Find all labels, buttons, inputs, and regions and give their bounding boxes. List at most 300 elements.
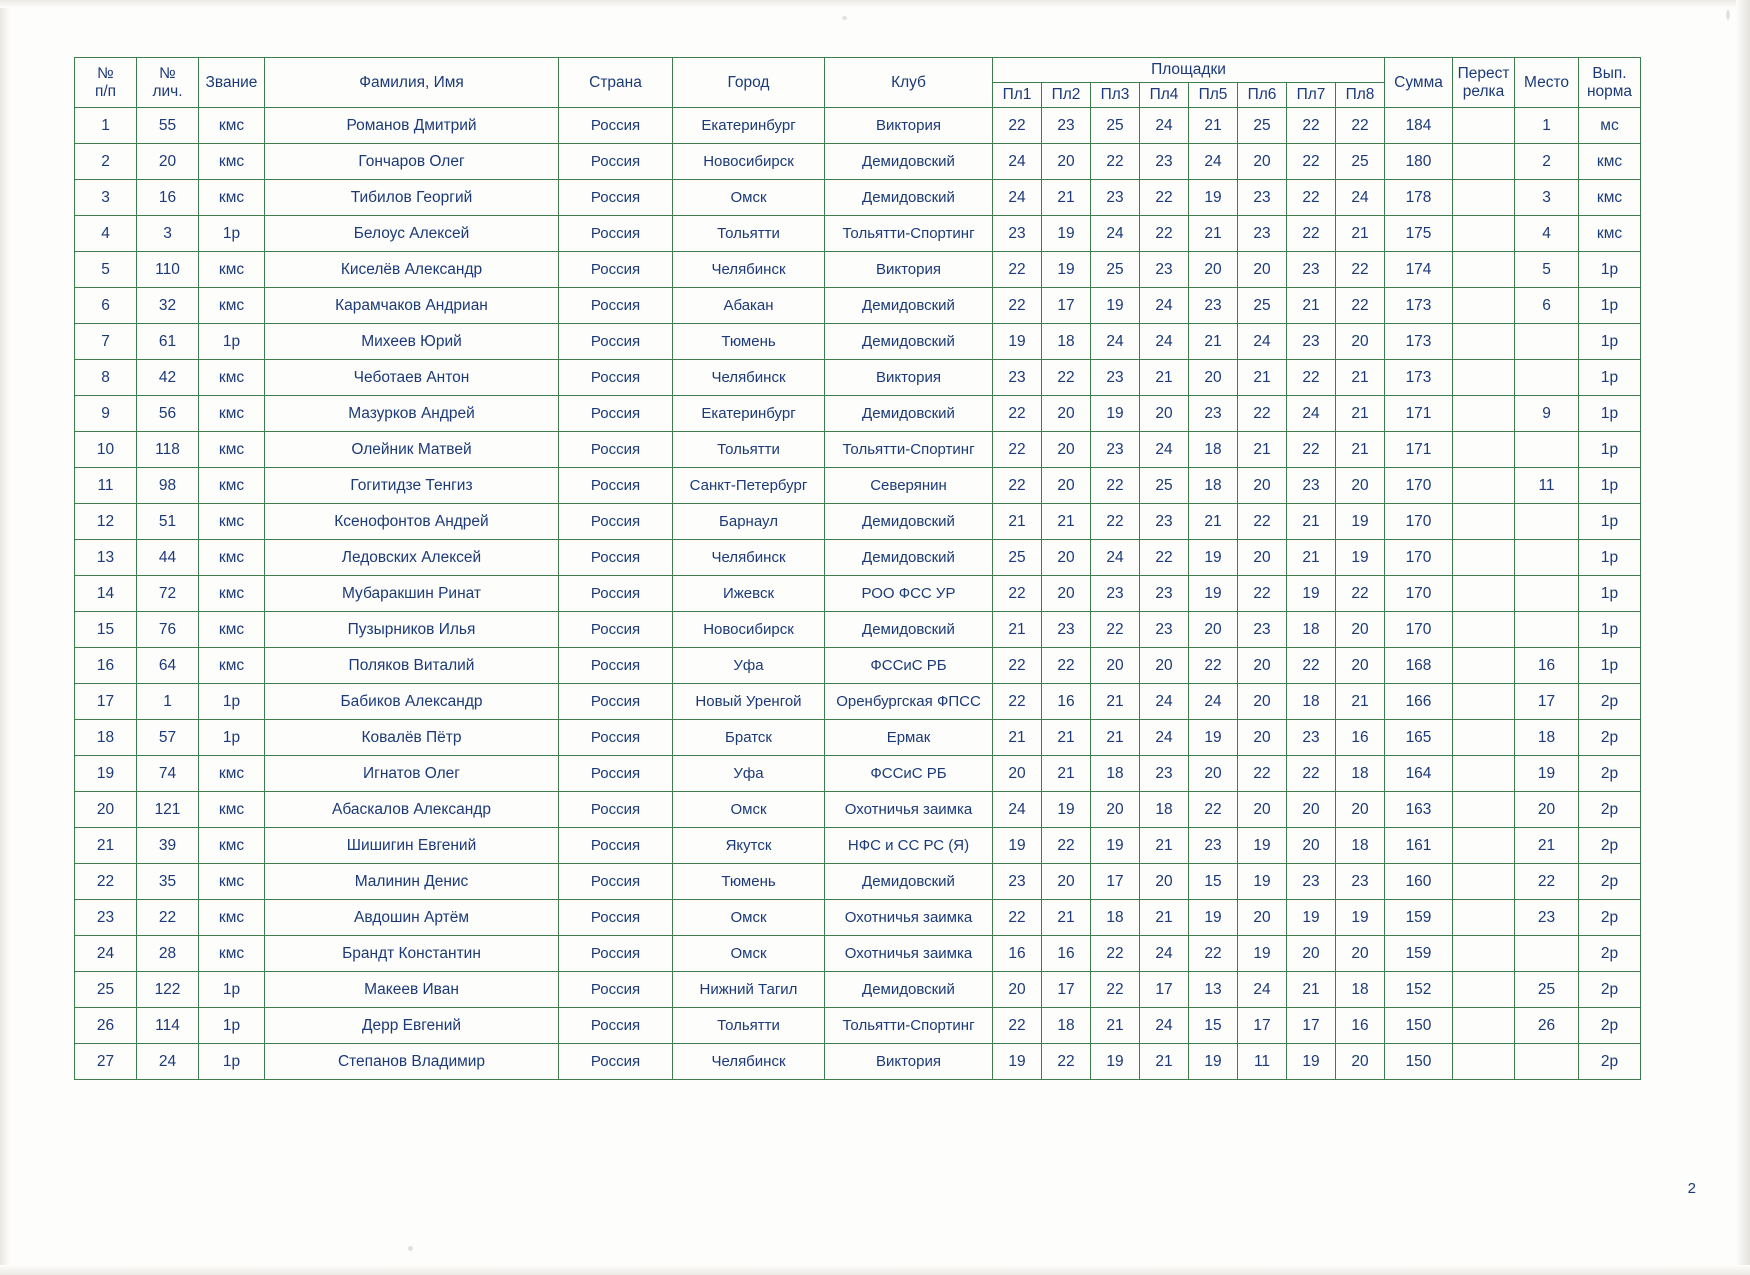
- cell-range-4: 24: [1140, 684, 1189, 720]
- cell-range-7: 19: [1287, 576, 1336, 612]
- cell-range-6: 17: [1238, 1008, 1287, 1044]
- cell-city: Тольятти: [673, 432, 825, 468]
- table-row: [75, 864, 1641, 900]
- cell-range-1: 19: [993, 1044, 1042, 1080]
- cell-range-2: 16: [1042, 936, 1091, 972]
- cell-range-3: 19: [1091, 828, 1140, 864]
- cell-range-7: 22: [1287, 756, 1336, 792]
- cell-range-5: 21: [1189, 504, 1238, 540]
- cell-range-7: 23: [1287, 252, 1336, 288]
- cell-shootoff: [1453, 144, 1515, 180]
- table-row: [75, 756, 1641, 792]
- cell-range-1: 21: [993, 504, 1042, 540]
- cell-place: 2: [1515, 144, 1579, 180]
- cell-country: Россия: [559, 900, 673, 936]
- table-row: [75, 1044, 1641, 1080]
- cell-range-4: 20: [1140, 396, 1189, 432]
- cell-range-4: 24: [1140, 936, 1189, 972]
- cell-range-5: 24: [1189, 684, 1238, 720]
- cell-norm: кмс: [1579, 180, 1641, 216]
- cell-personal-number: 98: [137, 468, 199, 504]
- cell-number: 12: [75, 504, 137, 540]
- cell-personal-number: 57: [137, 720, 199, 756]
- cell-range-5: 18: [1189, 468, 1238, 504]
- table-row: [75, 612, 1641, 648]
- cell-country: Россия: [559, 1044, 673, 1080]
- cell-sum: 170: [1385, 576, 1453, 612]
- cell-shootoff: [1453, 504, 1515, 540]
- page-number: 2: [1687, 1180, 1696, 1197]
- cell-range-3: 24: [1091, 324, 1140, 360]
- cell-rank: кмс: [199, 936, 265, 972]
- cell-range-7: 22: [1287, 216, 1336, 252]
- cell-range-2: 18: [1042, 1008, 1091, 1044]
- cell-rank: 1р: [199, 324, 265, 360]
- cell-personal-number: 28: [137, 936, 199, 972]
- cell-range-2: 20: [1042, 432, 1091, 468]
- cell-range-8: 22: [1336, 288, 1385, 324]
- cell-rank: кмс: [199, 288, 265, 324]
- cell-club: Виктория: [825, 252, 993, 288]
- cell-range-2: 20: [1042, 864, 1091, 900]
- cell-personal-number: 118: [137, 432, 199, 468]
- cell-range-6: 22: [1238, 504, 1287, 540]
- header-range-3: Пл3: [1091, 83, 1140, 108]
- cell-norm: 1р: [1579, 648, 1641, 684]
- cell-range-1: 22: [993, 288, 1042, 324]
- cell-shootoff: [1453, 792, 1515, 828]
- cell-range-1: 24: [993, 144, 1042, 180]
- cell-range-5: 23: [1189, 288, 1238, 324]
- cell-country: Россия: [559, 684, 673, 720]
- cell-range-3: 24: [1091, 216, 1140, 252]
- cell-sum: 166: [1385, 684, 1453, 720]
- cell-place: 26: [1515, 1008, 1579, 1044]
- cell-place: 3: [1515, 180, 1579, 216]
- table-row: [75, 720, 1641, 756]
- cell-name: Бабиков Александр: [265, 684, 559, 720]
- cell-place: 11: [1515, 468, 1579, 504]
- cell-place: [1515, 360, 1579, 396]
- cell-range-4: 24: [1140, 108, 1189, 144]
- cell-range-4: 22: [1140, 216, 1189, 252]
- cell-range-6: 19: [1238, 828, 1287, 864]
- cell-range-8: 18: [1336, 972, 1385, 1008]
- cell-range-4: 20: [1140, 864, 1189, 900]
- cell-sum: 184: [1385, 108, 1453, 144]
- cell-range-4: 23: [1140, 756, 1189, 792]
- cell-range-1: 22: [993, 432, 1042, 468]
- cell-country: Россия: [559, 468, 673, 504]
- cell-name: Карамчаков Андриан: [265, 288, 559, 324]
- cell-shootoff: [1453, 180, 1515, 216]
- cell-range-1: 22: [993, 648, 1042, 684]
- cell-range-5: 22: [1189, 936, 1238, 972]
- cell-range-5: 15: [1189, 864, 1238, 900]
- cell-range-2: 21: [1042, 900, 1091, 936]
- cell-range-7: 23: [1287, 324, 1336, 360]
- cell-range-1: 22: [993, 576, 1042, 612]
- cell-personal-number: 39: [137, 828, 199, 864]
- table-row: [75, 288, 1641, 324]
- cell-range-3: 23: [1091, 360, 1140, 396]
- cell-range-6: 23: [1238, 180, 1287, 216]
- header-norm-line1: Вып.: [1592, 64, 1627, 82]
- cell-country: Россия: [559, 756, 673, 792]
- cell-range-8: 25: [1336, 144, 1385, 180]
- cell-place: 21: [1515, 828, 1579, 864]
- cell-number: 22: [75, 864, 137, 900]
- cell-number: 19: [75, 756, 137, 792]
- cell-shootoff: [1453, 360, 1515, 396]
- cell-rank: кмс: [199, 180, 265, 216]
- cell-rank: кмс: [199, 468, 265, 504]
- cell-range-3: 25: [1091, 108, 1140, 144]
- cell-name: Игнатов Олег: [265, 756, 559, 792]
- table-row: [75, 792, 1641, 828]
- cell-range-1: 24: [993, 180, 1042, 216]
- cell-range-2: 19: [1042, 792, 1091, 828]
- cell-range-4: 24: [1140, 1008, 1189, 1044]
- cell-range-7: 20: [1287, 936, 1336, 972]
- cell-norm: 1р: [1579, 576, 1641, 612]
- cell-sum: 171: [1385, 432, 1453, 468]
- cell-sum: 168: [1385, 648, 1453, 684]
- cell-place: [1515, 1044, 1579, 1080]
- cell-club: Виктория: [825, 108, 993, 144]
- cell-number: 6: [75, 288, 137, 324]
- cell-norm: 2р: [1579, 828, 1641, 864]
- cell-range-5: 19: [1189, 576, 1238, 612]
- cell-range-5: 23: [1189, 396, 1238, 432]
- table-row: [75, 1008, 1641, 1044]
- cell-range-2: 21: [1042, 504, 1091, 540]
- cell-range-3: 21: [1091, 1008, 1140, 1044]
- cell-country: Россия: [559, 252, 673, 288]
- cell-range-6: 20: [1238, 648, 1287, 684]
- cell-city: Тольятти: [673, 1008, 825, 1044]
- cell-name: Макеев Иван: [265, 972, 559, 1008]
- cell-club: Виктория: [825, 1044, 993, 1080]
- cell-city: Санкт-Петербург: [673, 468, 825, 504]
- cell-name: Пузырников Илья: [265, 612, 559, 648]
- cell-range-5: 19: [1189, 720, 1238, 756]
- cell-personal-number: 35: [137, 864, 199, 900]
- cell-range-5: 21: [1189, 216, 1238, 252]
- cell-range-5: 19: [1189, 900, 1238, 936]
- scan-speck: [842, 16, 847, 20]
- cell-range-6: 24: [1238, 972, 1287, 1008]
- cell-range-6: 19: [1238, 864, 1287, 900]
- cell-range-1: 19: [993, 828, 1042, 864]
- cell-place: 9: [1515, 396, 1579, 432]
- cell-range-8: 20: [1336, 468, 1385, 504]
- cell-range-3: 25: [1091, 252, 1140, 288]
- cell-range-7: 23: [1287, 864, 1336, 900]
- cell-norm: 1р: [1579, 252, 1641, 288]
- cell-sum: 164: [1385, 756, 1453, 792]
- cell-sum: 175: [1385, 216, 1453, 252]
- cell-personal-number: 56: [137, 396, 199, 432]
- header-number: [75, 58, 137, 108]
- cell-rank: 1р: [199, 216, 265, 252]
- cell-number: 11: [75, 468, 137, 504]
- cell-name: Тибилов Георгий: [265, 180, 559, 216]
- cell-range-4: 18: [1140, 792, 1189, 828]
- cell-city: Тюмень: [673, 324, 825, 360]
- cell-range-5: 19: [1189, 540, 1238, 576]
- cell-shootoff: [1453, 324, 1515, 360]
- cell-place: [1515, 540, 1579, 576]
- header-range-6: Пл6: [1238, 83, 1287, 108]
- cell-range-5: 19: [1189, 180, 1238, 216]
- cell-norm: 2р: [1579, 792, 1641, 828]
- cell-club: Демидовский: [825, 324, 993, 360]
- cell-rank: кмс: [199, 396, 265, 432]
- cell-city: Уфа: [673, 648, 825, 684]
- cell-range-2: 22: [1042, 828, 1091, 864]
- cell-sum: 173: [1385, 324, 1453, 360]
- cell-sum: 159: [1385, 900, 1453, 936]
- cell-shootoff: [1453, 648, 1515, 684]
- cell-country: Россия: [559, 792, 673, 828]
- cell-country: Россия: [559, 504, 673, 540]
- header-sum: Сумма: [1385, 58, 1453, 108]
- cell-norm: 1р: [1579, 288, 1641, 324]
- cell-country: Россия: [559, 108, 673, 144]
- scan-speck: [408, 1246, 413, 1251]
- cell-range-3: 19: [1091, 1044, 1140, 1080]
- cell-range-3: 19: [1091, 396, 1140, 432]
- scan-speck: [1726, 10, 1730, 20]
- cell-range-7: 22: [1287, 180, 1336, 216]
- cell-rank: кмс: [199, 828, 265, 864]
- header-personal-number: [137, 58, 199, 108]
- cell-range-3: 23: [1091, 432, 1140, 468]
- cell-shootoff: [1453, 1044, 1515, 1080]
- cell-range-8: 20: [1336, 324, 1385, 360]
- cell-place: 20: [1515, 792, 1579, 828]
- header-shootoff-line2: релка: [1462, 82, 1505, 100]
- header-shootoff-line1: Перест: [1457, 64, 1510, 82]
- cell-name: Ледовских Алексей: [265, 540, 559, 576]
- cell-rank: 1р: [199, 1044, 265, 1080]
- cell-place: 1: [1515, 108, 1579, 144]
- cell-sum: 150: [1385, 1044, 1453, 1080]
- cell-range-1: 23: [993, 864, 1042, 900]
- table-row: [75, 540, 1641, 576]
- cell-sum: 170: [1385, 612, 1453, 648]
- cell-number: 14: [75, 576, 137, 612]
- cell-range-1: 24: [993, 792, 1042, 828]
- cell-shootoff: [1453, 576, 1515, 612]
- cell-name: Чеботаев Антон: [265, 360, 559, 396]
- cell-range-7: 19: [1287, 900, 1336, 936]
- cell-place: 23: [1515, 900, 1579, 936]
- cell-club: Северянин: [825, 468, 993, 504]
- cell-place: 16: [1515, 648, 1579, 684]
- cell-shootoff: [1453, 252, 1515, 288]
- cell-club: Тольятти-Спортинг: [825, 216, 993, 252]
- cell-range-3: 21: [1091, 720, 1140, 756]
- cell-range-1: 23: [993, 216, 1042, 252]
- table-row: [75, 936, 1641, 972]
- cell-country: Россия: [559, 576, 673, 612]
- cell-range-1: 20: [993, 756, 1042, 792]
- cell-range-7: 24: [1287, 396, 1336, 432]
- cell-range-8: 24: [1336, 180, 1385, 216]
- header-name: Фамилия, Имя: [265, 58, 559, 108]
- cell-range-4: 21: [1140, 828, 1189, 864]
- cell-range-3: 22: [1091, 504, 1140, 540]
- table-row: [75, 828, 1641, 864]
- cell-number: 9: [75, 396, 137, 432]
- cell-range-8: 21: [1336, 396, 1385, 432]
- cell-club: ФССиС РБ: [825, 756, 993, 792]
- cell-name: Белоус Алексей: [265, 216, 559, 252]
- header-personal-line2: лич.: [152, 82, 183, 100]
- cell-range-7: 23: [1287, 720, 1336, 756]
- cell-shootoff: [1453, 216, 1515, 252]
- cell-sum: 173: [1385, 360, 1453, 396]
- table-row: [75, 180, 1641, 216]
- cell-range-6: 23: [1238, 216, 1287, 252]
- cell-country: Россия: [559, 432, 673, 468]
- cell-personal-number: 3: [137, 216, 199, 252]
- cell-rank: кмс: [199, 432, 265, 468]
- cell-place: 25: [1515, 972, 1579, 1008]
- cell-name: Степанов Владимир: [265, 1044, 559, 1080]
- cell-rank: 1р: [199, 720, 265, 756]
- cell-name: Авдошин Артём: [265, 900, 559, 936]
- table-row: [75, 576, 1641, 612]
- cell-norm: 1р: [1579, 360, 1641, 396]
- cell-personal-number: 32: [137, 288, 199, 324]
- cell-city: Ижевск: [673, 576, 825, 612]
- cell-norm: 2р: [1579, 756, 1641, 792]
- header-rank: Звание: [199, 58, 265, 108]
- cell-country: Россия: [559, 288, 673, 324]
- cell-shootoff: [1453, 432, 1515, 468]
- cell-shootoff: [1453, 396, 1515, 432]
- cell-shootoff: [1453, 828, 1515, 864]
- cell-range-8: 19: [1336, 504, 1385, 540]
- cell-range-6: 19: [1238, 936, 1287, 972]
- cell-range-4: 23: [1140, 576, 1189, 612]
- scan-edge-bottom: [0, 1265, 1750, 1275]
- cell-city: Новосибирск: [673, 612, 825, 648]
- cell-country: Россия: [559, 720, 673, 756]
- cell-sum: 150: [1385, 1008, 1453, 1044]
- cell-range-7: 22: [1287, 648, 1336, 684]
- cell-range-5: 15: [1189, 1008, 1238, 1044]
- cell-personal-number: 72: [137, 576, 199, 612]
- cell-range-4: 21: [1140, 1044, 1189, 1080]
- results-table: [74, 57, 1641, 1080]
- cell-range-1: 23: [993, 360, 1042, 396]
- cell-range-6: 23: [1238, 612, 1287, 648]
- cell-number: 20: [75, 792, 137, 828]
- scan-edge-left: [0, 0, 10, 1275]
- cell-city: Екатеринбург: [673, 396, 825, 432]
- header-number-line2: п/п: [94, 82, 117, 100]
- cell-range-7: 22: [1287, 144, 1336, 180]
- cell-personal-number: 64: [137, 648, 199, 684]
- cell-range-8: 19: [1336, 540, 1385, 576]
- cell-city: Новый Уренгой: [673, 684, 825, 720]
- cell-range-3: 22: [1091, 144, 1140, 180]
- cell-city: Челябинск: [673, 252, 825, 288]
- cell-norm: 2р: [1579, 972, 1641, 1008]
- cell-range-5: 20: [1189, 360, 1238, 396]
- cell-shootoff: [1453, 288, 1515, 324]
- cell-sum: 178: [1385, 180, 1453, 216]
- cell-country: Россия: [559, 324, 673, 360]
- cell-shootoff: [1453, 684, 1515, 720]
- cell-range-4: 23: [1140, 612, 1189, 648]
- cell-norm: 1р: [1579, 504, 1641, 540]
- cell-rank: кмс: [199, 612, 265, 648]
- cell-norm: 2р: [1579, 720, 1641, 756]
- cell-name: Олейник Матвей: [265, 432, 559, 468]
- cell-city: Тольятти: [673, 216, 825, 252]
- cell-range-1: 20: [993, 972, 1042, 1008]
- cell-sum: 165: [1385, 720, 1453, 756]
- cell-sum: 160: [1385, 864, 1453, 900]
- cell-name: Ковалёв Пётр: [265, 720, 559, 756]
- cell-rank: 1р: [199, 972, 265, 1008]
- cell-range-7: 22: [1287, 360, 1336, 396]
- cell-place: 6: [1515, 288, 1579, 324]
- cell-range-7: 21: [1287, 504, 1336, 540]
- cell-range-7: 20: [1287, 792, 1336, 828]
- cell-range-6: 20: [1238, 720, 1287, 756]
- cell-rank: 1р: [199, 1008, 265, 1044]
- cell-name: Мазурков Андрей: [265, 396, 559, 432]
- cell-range-6: 20: [1238, 540, 1287, 576]
- cell-range-2: 18: [1042, 324, 1091, 360]
- cell-city: Барнаул: [673, 504, 825, 540]
- cell-range-4: 24: [1140, 324, 1189, 360]
- cell-range-2: 20: [1042, 144, 1091, 180]
- cell-norm: кмс: [1579, 144, 1641, 180]
- header-range-8: Пл8: [1336, 83, 1385, 108]
- cell-country: Россия: [559, 864, 673, 900]
- cell-norm: 2р: [1579, 900, 1641, 936]
- cell-rank: кмс: [199, 144, 265, 180]
- cell-club: Демидовский: [825, 864, 993, 900]
- cell-country: Россия: [559, 648, 673, 684]
- cell-name: Мубаракшин Ринат: [265, 576, 559, 612]
- cell-city: Якутск: [673, 828, 825, 864]
- cell-place: [1515, 504, 1579, 540]
- cell-personal-number: 22: [137, 900, 199, 936]
- cell-country: Россия: [559, 972, 673, 1008]
- cell-city: Омск: [673, 900, 825, 936]
- cell-range-4: 22: [1140, 180, 1189, 216]
- cell-range-5: 22: [1189, 792, 1238, 828]
- cell-rank: кмс: [199, 864, 265, 900]
- scan-edge-top: [0, 0, 1750, 8]
- cell-range-8: 21: [1336, 216, 1385, 252]
- cell-range-1: 22: [993, 468, 1042, 504]
- cell-range-6: 20: [1238, 900, 1287, 936]
- cell-range-6: 20: [1238, 792, 1287, 828]
- cell-range-6: 21: [1238, 432, 1287, 468]
- cell-range-3: 17: [1091, 864, 1140, 900]
- cell-name: Абаскалов Александр: [265, 792, 559, 828]
- cell-shootoff: [1453, 1008, 1515, 1044]
